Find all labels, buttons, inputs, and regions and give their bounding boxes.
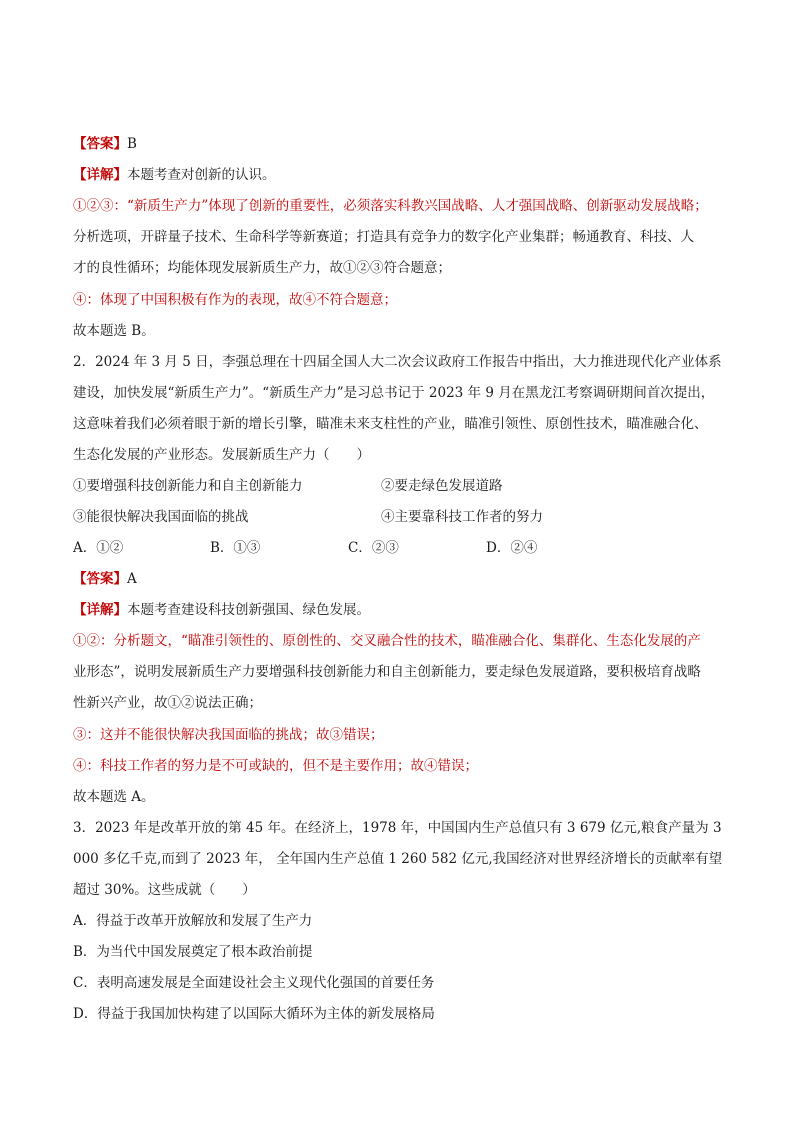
answer-value: A <box>127 571 137 587</box>
q1-detail-text: ①②③：“新质生产力”体现了创新的重要性，必须落实科教兴国战略、人才强国战略、创新驱动发展战略； <box>73 198 708 214</box>
q2-detail-text: 性新兴产业，故①②说法正确； <box>73 695 262 711</box>
detail-intro: 本题考查对创新的认识。 <box>127 167 276 183</box>
detail-intro: 本题考查建设科技创新强国、绿色发展。 <box>127 602 370 618</box>
q1-detail-line <box>73 165 276 185</box>
q3-stem: 超过 30%。这些成就（ ） <box>73 882 256 898</box>
q1-answer-line <box>73 134 137 154</box>
q3-choice-b: B．为当代中国发展奠定了根本政治前提 <box>73 944 313 960</box>
q2-choice-d: D．②④ <box>486 540 538 556</box>
q3-choice-a: A．得益于改革开放解放和发展了生产力 <box>73 913 313 929</box>
q2-conclusion: 故本题选 A。 <box>73 789 155 805</box>
q2-choice-a: A．①② <box>73 540 124 556</box>
detail-tag: 【详解】 <box>73 602 127 618</box>
q2-choice-c: C．②③ <box>348 540 399 556</box>
q2-answer-line <box>73 569 137 589</box>
q1-detail-text: 才的良性循环；均能体现发展新质生产力，故①②③符合题意； <box>73 260 451 276</box>
q1-conclusion: 故本题选 B。 <box>73 323 155 339</box>
q2-option-3: ③能很快解决我国面临的挑战 <box>73 509 249 525</box>
q2-detail-text: 业形态”，说明发展新质生产力要增强科技创新能力和自主创新能力，要走绿色发展道路，要积极培育战略 <box>73 664 701 680</box>
q3-choice-d: D．得益于我国加快构建了以国际大循环为主体的新发展格局 <box>73 1006 435 1022</box>
answer-value: B <box>127 136 137 152</box>
q2-choice-b: B．①③ <box>210 540 261 556</box>
q3-choice-c: C．表明高速发展是全面建设社会主义现代化强国的首要任务 <box>73 975 435 991</box>
q2-option-4: ④主要靠科技工作者的努力 <box>381 509 543 525</box>
q2-option-1: ①要增强科技创新能力和自主创新能力 <box>73 478 303 494</box>
q2-detail-text: ④：科技工作者的努力是不可或缺的，但不是主要作用；故④错误； <box>73 758 478 774</box>
q2-stem: 2．2024 年 3 月 5 日，李强总理在十四届全国人大二次会议政府工作报告中指出，大力推进现代化产业体系 <box>73 354 722 370</box>
q2-stem: 生态化发展的产业形态。发展新质生产力（ ） <box>73 447 370 463</box>
q2-stem: 建设，加快发展“新质生产力”。“新质生产力”是习总书记于 2023 年 9 月在黑龙江考察调研期间首次提出， <box>73 385 715 401</box>
detail-tag: 【详解】 <box>73 167 127 183</box>
q1-detail-text: ④：体现了中国积极有作为的表现，故④不符合题意； <box>73 292 397 308</box>
q2-stem: 这意味着我们必须着眼于新的增长引擎，瞄准未来支柱性的产业，瞄准引领性、原创性技术，瞄准融合化、 <box>73 416 708 432</box>
answer-tag: 【答案】 <box>73 571 127 587</box>
q2-detail-text: ①②：分析题文，“瞄准引领性的、原创性的、交叉融合性的技术，瞄准融合化、集群化、生态化发展的产 <box>73 633 701 649</box>
q2-detail-text: ③：这并不能很快解决我国面临的挑战；故③错误； <box>73 727 384 743</box>
q2-option-2: ②要走绿色发展道路 <box>381 478 503 494</box>
answer-tag: 【答案】 <box>73 136 127 152</box>
q2-detail-line <box>73 600 370 620</box>
q3-stem: 3．2023 年是改革开放的第 45 年。在经济上，1978 年，中国国内生产总值只有 3 679 亿元,粮食产量为 3 <box>73 820 722 836</box>
q1-detail-text: 分析选项，开辟量子技术、生命科学等新赛道；打造具有竞争力的数字化产业集群；畅通教育、科技、人 <box>73 229 694 245</box>
q3-stem: 000 多亿千克,而到了 2023 年， 全年国内生产总值 1 260 582 亿元,我国经济对世界经济增长的贡献率有望 <box>73 851 723 867</box>
